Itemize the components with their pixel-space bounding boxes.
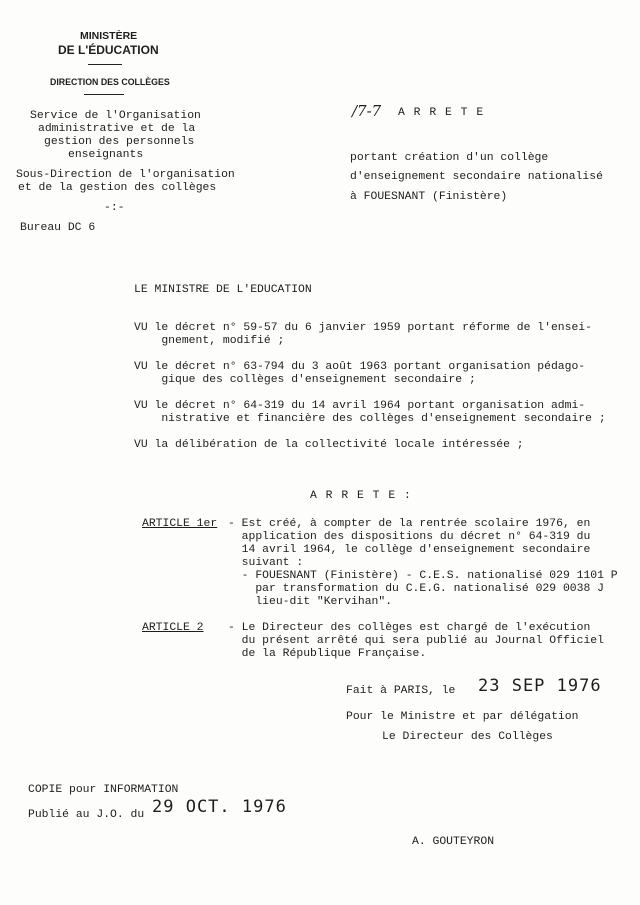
direction-divider <box>84 94 124 95</box>
decree-subject-line: à FOUESNANT (Finistère) <box>350 191 508 203</box>
subdirection-line: et de la gestion des collèges <box>18 182 217 194</box>
service-line: Service de l'Organisation <box>30 110 201 122</box>
article-line: suivant : <box>228 557 304 569</box>
minister-heading: LE MINISTRE DE L'EDUCATION <box>134 284 312 296</box>
article-line: lieu-dit "Kervihan". <box>228 596 393 608</box>
article-line: - FOUESNANT (Finistère) - C.E.S. nationalisé 029 1101 P <box>228 570 618 582</box>
place-and-date-label: Fait à PARIS, le <box>346 685 456 697</box>
service-separator: -:- <box>104 202 125 214</box>
ministry-title-line2: DE L'ÉDUCATION <box>58 43 159 57</box>
service-line: administrative et de la <box>38 123 196 135</box>
consideration-line: VU la délibération de la collectivité locale intéressée ; <box>134 439 524 451</box>
consideration-line: VU le décret n° 64-319 du 14 avril 1964 portant organisation admi- <box>134 400 586 412</box>
consideration-line: VU le décret n° 59-57 du 6 janvier 1959 portant réforme de l'ensei- <box>134 322 592 334</box>
service-line: enseignants <box>68 149 144 161</box>
article-line: - Est créé, à compter de la rentrée scolaire 1976, en <box>228 518 591 530</box>
service-line: gestion des personnels <box>44 136 195 148</box>
published-date-stamp: 29 OCT. 1976 <box>152 797 287 817</box>
director-line: Le Directeur des Collèges <box>382 731 553 743</box>
article-line: application des dispositions du décret n° 64-319 du <box>228 531 591 543</box>
bureau-label: Bureau DC 6 <box>20 222 96 234</box>
decree-subject-line: d'enseignement secondaire nationalisé <box>350 171 603 183</box>
ministry-title-line1: MINISTÈRE <box>80 30 138 42</box>
signatory-name: A. GOUTEYRON <box>412 836 495 848</box>
decree-subject-line: portant création d'un collège <box>350 152 549 164</box>
date-stamp: 23 SEP 1976 <box>478 676 602 696</box>
consideration-line: VU le décret n° 63-794 du 3 août 1963 portant organisation pédago- <box>134 361 586 373</box>
arrete-heading: A R R E T E : <box>310 490 412 502</box>
copy-info: COPIE pour INFORMATION <box>28 784 179 796</box>
article-line: du présent arrêté qui sera publié au Journal Officiel <box>228 635 604 647</box>
decree-heading: A R R E T E <box>398 107 485 119</box>
article-line: par transformation du C.E.G. nationalisé 029 0038 J <box>228 583 604 595</box>
article-2-label: ARTICLE 2 <box>142 622 204 634</box>
published-label: Publié au J.O. du <box>28 809 145 821</box>
delegation-line: Pour le Ministre et par délégation <box>346 711 579 723</box>
decree-number: /7-7 <box>352 102 382 120</box>
consideration-line: gnement, modifié ; <box>134 335 285 347</box>
article-1-label: ARTICLE 1er <box>142 518 218 530</box>
subdirection-line: Sous-Direction de l'organisation <box>16 169 235 181</box>
consideration-line: gique des collèges d'enseignement secondaire ; <box>134 374 476 386</box>
article-line: - Le Directeur des collèges est chargé de l'exécution <box>228 622 591 634</box>
article-line: de la République Française. <box>228 648 427 660</box>
article-line: 14 avril 1964, le collège d'enseignement secondaire <box>228 544 591 556</box>
letterhead-divider <box>88 64 122 65</box>
consideration-line: nistrative et financière des collèges d'enseignement secondaire ; <box>134 413 606 425</box>
direction-title: DIRECTION DES COLLÈGES <box>50 77 170 87</box>
